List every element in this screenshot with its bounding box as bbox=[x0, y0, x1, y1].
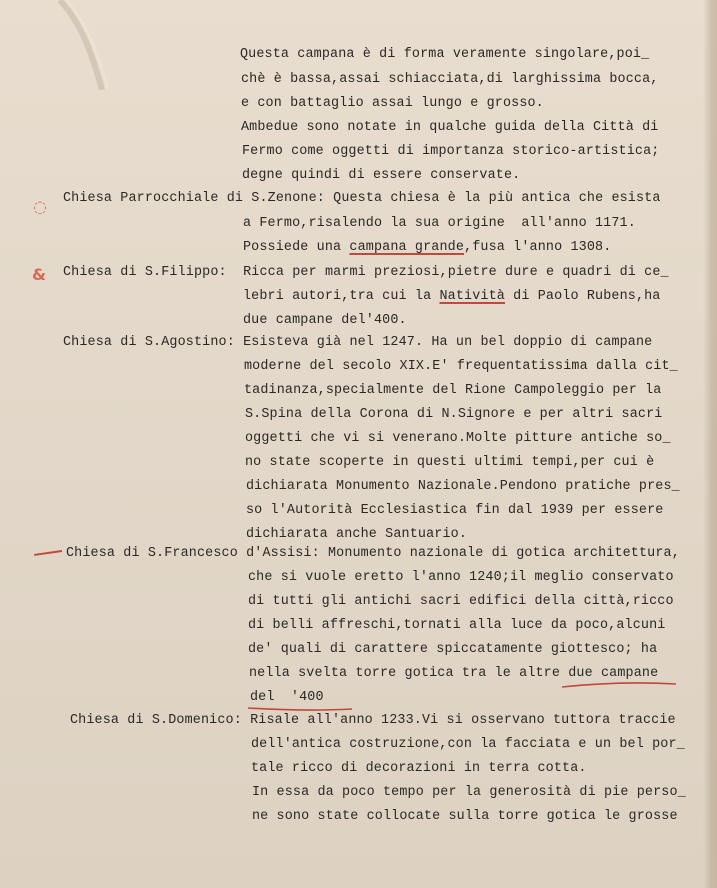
text-line: che si vuole eretto l'anno 1240;il meglio conservato bbox=[248, 570, 674, 585]
text-line: dichiarata Monumento Nazionale.Pendono pratiche pres_ bbox=[246, 479, 680, 494]
text-line: lebri autori,tra cui la Natività di Paolo Rubens,ha bbox=[243, 289, 661, 304]
text-line: Questa campana è di forma veramente singolare,poi_ bbox=[240, 47, 650, 62]
red-margin-dash bbox=[34, 550, 62, 555]
text-line: moderne del secolo XIX.E' frequentatissima dalla cit_ bbox=[244, 359, 678, 374]
red-circle-mark-icon: ◌ bbox=[33, 197, 47, 216]
entry-heading-s-domenico: Chiesa di S.Domenico: Risale all'anno 1233.Vi si osservano tuttora traccie bbox=[70, 713, 676, 728]
text-line: Ambedue sono notate in qualche guida della Città di bbox=[241, 120, 659, 135]
text-line: degne quindi di essere conservate. bbox=[242, 168, 521, 183]
text-line: no state scoperte in questi ultimi tempi,per cui è bbox=[245, 455, 655, 470]
underline-campana-grande: campana grande bbox=[349, 240, 465, 255]
page-edge-shadow bbox=[703, 0, 717, 888]
text-line: tale ricco di decorazioni in terra cotta. bbox=[251, 761, 587, 776]
text-line: di tutti gli antichi sacri edifici della città,ricco bbox=[248, 594, 674, 609]
text-line: oggetti che vi si venerano.Molte pitture antiche so_ bbox=[245, 431, 671, 446]
text-line: e con battaglio assai lungo e grosso. bbox=[241, 96, 544, 111]
page-fold-shadow bbox=[0, 0, 150, 90]
text-line: del '400 bbox=[250, 690, 324, 705]
text-line: chè è bassa,assai schiacciata,di larghissima bocca, bbox=[241, 72, 659, 87]
entry-heading-s-francesco: Chiesa di S.Francesco d'Assisi: Monumento nazionale di gotica architettura, bbox=[66, 546, 680, 561]
text-line: di belli affreschi,tornati alla luce da poco,alcuni bbox=[248, 618, 666, 633]
text-line: dichiarata anche Santuario. bbox=[246, 527, 468, 542]
entry-heading-s-filippo: Chiesa di S.Filippo: Ricca per marmi preziosi,pietre dure e quadri di ce_ bbox=[63, 265, 669, 280]
text-line: so l'Autorità Ecclesiastica fin dal 1939 per essere bbox=[246, 503, 664, 518]
text-line: dell'antica costruzione,con la facciata e un bel por_ bbox=[251, 737, 685, 752]
text-line: due campane del'400. bbox=[243, 313, 407, 328]
text-line: Possiede una campana grande,fusa l'anno 1308. bbox=[243, 240, 612, 255]
underline-due-campane: due campane bbox=[568, 666, 659, 681]
underline-nativita: Natività bbox=[439, 289, 505, 304]
red-ampersand-mark-icon: & bbox=[32, 265, 46, 284]
text-line: de' quali di carattere spiccatamente giottesco; ha bbox=[248, 642, 658, 657]
text-line: In essa da poco tempo per la generosità di pie perso_ bbox=[252, 785, 686, 800]
text-line: ne sono state collocate sulla torre gotica le grosse bbox=[252, 809, 678, 824]
text-line: S.Spina della Corona di N.Signore e per altri sacri bbox=[245, 407, 663, 422]
text-line: tadinanza,specialmente del Rione Campoleggio per la bbox=[244, 383, 662, 398]
entry-heading-s-zenone: Chiesa Parrocchiale di S.Zenone: Questa chiesa è la più antica che esista bbox=[63, 191, 661, 206]
text-line: a Fermo,risalendo la sua origine all'anno 1171. bbox=[243, 216, 636, 231]
text-line: nella svelta torre gotica tra le altre due campane bbox=[249, 666, 659, 681]
text-line: Fermo come oggetti di importanza storico-artistica; bbox=[242, 144, 660, 159]
entry-heading-s-agostino: Chiesa di S.Agostino: Esisteva già nel 1247. Ha un bel doppio di campane bbox=[63, 335, 653, 350]
